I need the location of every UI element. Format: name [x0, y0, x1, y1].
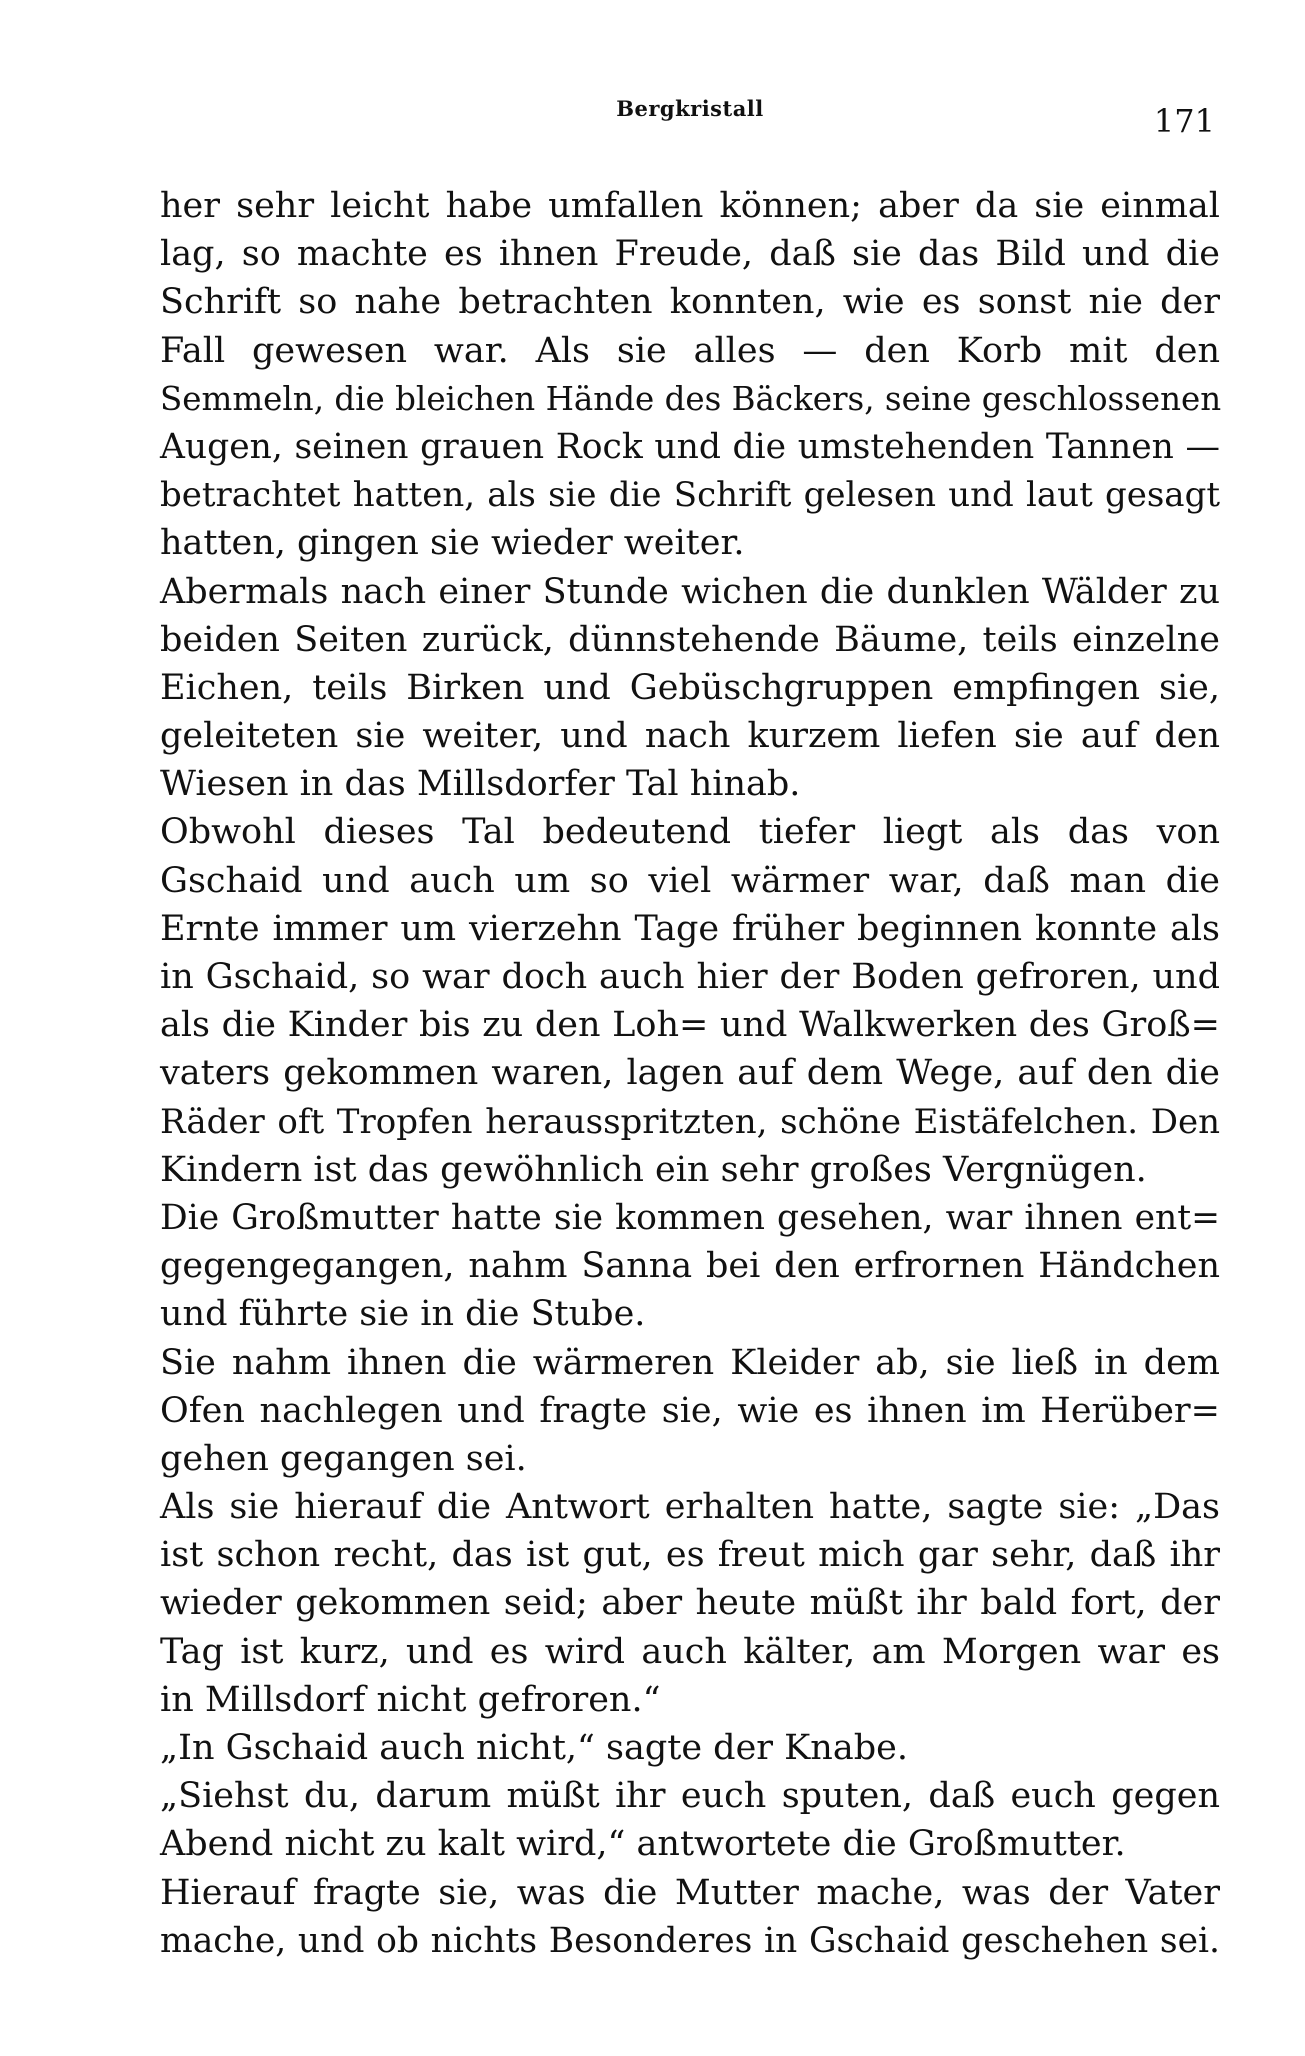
- text-line: betrachtet hatten, als sie die Schrift gelesen und laut gesagt: [160, 475, 1220, 516]
- page-number: 171: [1153, 102, 1215, 140]
- running-title: Bergkristall: [616, 96, 764, 121]
- text-line: Schrift so nahe betrachten konnten, wie es sonst nie der: [160, 282, 1220, 323]
- text-line: Tag ist kurz, und es wird auch kälter, am Morgen war es: [160, 1631, 1220, 1672]
- text-line: Abend nicht zu kalt wird,“ antwortete die Großmutter.: [160, 1824, 1126, 1865]
- text-line: Räder oft Tropfen herausspritzten, schöne Eistäfelchen. Den: [160, 1101, 1220, 1142]
- text-line: „In Gschaid auch nicht,“ sagte der Knabe.: [160, 1728, 908, 1768]
- text-line: Fall gewesen war. Als sie alles — den Korb mit den: [160, 330, 1220, 371]
- text-line: Kindern ist das gewöhnlich ein sehr großes Vergnügen.: [160, 1149, 1147, 1190]
- text-line: hatten, gingen sie wieder weiter.: [160, 523, 745, 564]
- text-line: Obwohl dieses Tal bedeutend tiefer liegt als das von: [160, 812, 1220, 853]
- text-line: Hierauf fragte sie, was die Mutter mache, was der Vater: [160, 1872, 1220, 1913]
- text-line: wieder gekommen seid; aber heute müßt ihr bald fort, der: [160, 1583, 1220, 1624]
- text-line: Sie nahm ihnen die wärmeren Kleider ab, sie ließ in dem: [160, 1342, 1220, 1383]
- text-line: gehen gegangen sei.: [160, 1438, 527, 1479]
- text-line: Ofen nachlegen und fragte sie, wie es ihnen im Herüber=: [160, 1390, 1220, 1431]
- text-line: lag, so machte es ihnen Freude, daß sie das Bild und die: [160, 234, 1220, 275]
- text-line: mache, und ob nichts Besonderes in Gschaid geschehen sei.: [160, 1920, 1220, 1961]
- text-line: in Millsdorf nicht gefroren.“: [160, 1679, 661, 1720]
- text-line: und führte sie in die Stube.: [160, 1294, 646, 1335]
- text-line: Augen, seinen grauen Rock und die umstehenden Tannen —: [160, 426, 1220, 467]
- text-line: Eichen, teils Birken und Gebüschgruppen empfingen sie,: [160, 667, 1220, 708]
- text-line: in Gschaid, so war doch auch hier der Boden gefroren, und: [160, 957, 1220, 997]
- text-line: Gschaid und auch um so viel wärmer war, daß man die: [160, 860, 1220, 901]
- text-line: her sehr leicht habe umfallen können; aber da sie einmal: [160, 186, 1220, 226]
- text-line: gegengegangen, nahm Sanna bei den erfrornen Händchen: [160, 1246, 1220, 1287]
- text-line: Ernte immer um vierzehn Tage früher beginnen konnte als: [160, 908, 1220, 949]
- text-line: Als sie hierauf die Antwort erhalten hatte, sagte sie: „Das: [160, 1487, 1220, 1528]
- text-line: Wiesen in das Millsdorfer Tal hinab.: [160, 764, 801, 805]
- body-text: [160, 182, 1220, 1965]
- text-line: vaters gekommen waren, lagen auf dem Wege, auf den die: [160, 1053, 1220, 1094]
- text-line: beiden Seiten zurück, dünnstehende Bäume, teils einzelne: [160, 619, 1220, 660]
- text-line: ist schon recht, das ist gut, es freut mich gar sehr, daß ihr: [160, 1535, 1220, 1576]
- text-line: Abermals nach einer Stunde wichen die dunklen Wälder zu: [160, 571, 1220, 612]
- text-line: „Siehst du, darum müßt ihr euch sputen, daß euch gegen: [160, 1776, 1220, 1817]
- text-line: Semmeln, die bleichen Hände des Bäckers, seine geschlossenen: [160, 379, 1222, 418]
- running-head: [0, 92, 1305, 140]
- text-line: als die Kinder bis zu den Loh= und Walkwerken des Groß=: [160, 1005, 1220, 1046]
- text-line: Die Großmutter hatte sie kommen gesehen, war ihnen ent=: [160, 1197, 1220, 1238]
- text-line: geleiteten sie weiter, und nach kurzem liefen sie auf den: [160, 716, 1220, 757]
